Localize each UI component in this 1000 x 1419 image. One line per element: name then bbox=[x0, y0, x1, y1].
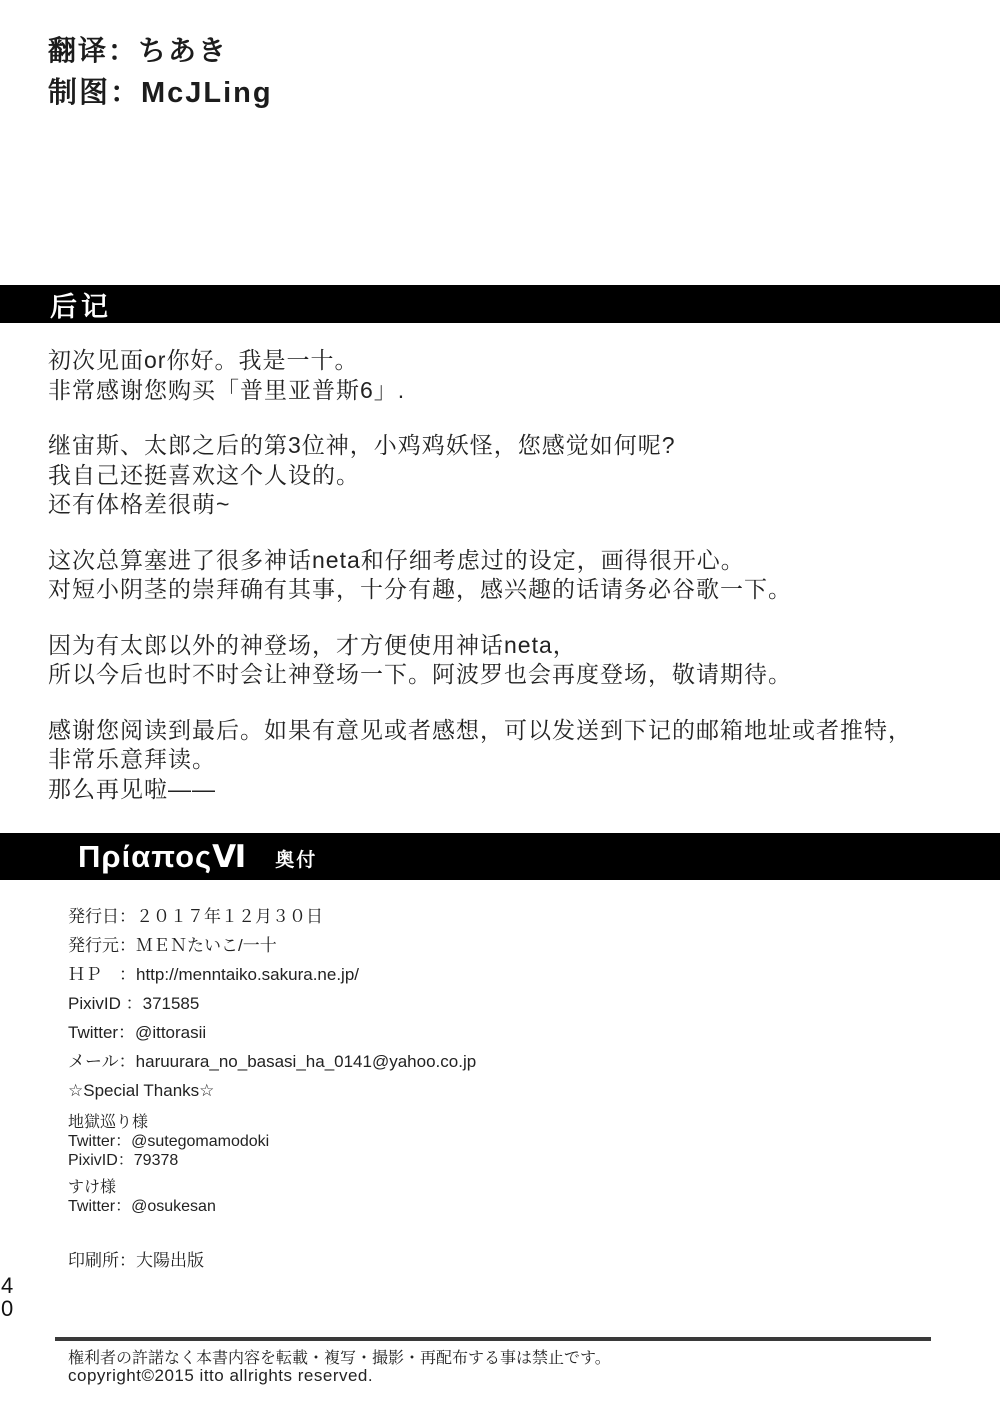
afterword-paragraph bbox=[48, 631, 912, 690]
special-thanks-group bbox=[68, 1113, 476, 1170]
thanks-detail-line: Twitter：@sutegomamodoki bbox=[68, 1133, 270, 1150]
translation-credit: 翻译：ちあき bbox=[48, 35, 229, 66]
afterword-paragraph bbox=[48, 346, 912, 405]
thanks-detail-line: Twitter：@osukesan bbox=[68, 1198, 216, 1215]
afterword-line: 所以今后也时不时会让神登场一下。阿波罗也会再度登场，敬请期待。 bbox=[48, 661, 792, 687]
afterword-line: 那么再见啦—— bbox=[48, 775, 216, 802]
colophon-info-line-twitter: Twitter：@ittorasii bbox=[68, 1023, 207, 1042]
reproduction-notice: 権利者の許諾なく本書内容を転載・複写・撮影・再配布する事は禁止です。 bbox=[68, 1350, 611, 1367]
afterword-line: 对短小阴茎的崇拜确有其事，十分有趣，感兴趣的话请务必谷歌一下。 bbox=[48, 576, 792, 602]
page-number-digit: 0 bbox=[1, 1296, 14, 1321]
colophon-info-line-pixiv-id: PixivID ：371585 bbox=[68, 994, 200, 1013]
afterword-header-bar bbox=[0, 285, 1000, 323]
typesetting-credit: 制图：McJLing bbox=[48, 77, 273, 109]
afterword-line: 因为有太郎以外的神登场，才方便使用神话neta， bbox=[48, 631, 577, 658]
printer-line: 印刷所：大陽出版 bbox=[68, 1251, 204, 1270]
afterword-paragraph bbox=[48, 716, 912, 805]
afterword-line: 非常乐意拜读。 bbox=[48, 746, 216, 772]
afterword-line: 我自己还挺喜欢这个人设的。 bbox=[48, 461, 360, 488]
colophon-title: ΠρίαποςⅥ bbox=[78, 838, 248, 874]
colophon-info-line-publisher: 発行元：ＭＥＮたいこ/一十 bbox=[68, 936, 277, 955]
afterword-line: 初次见面or你好。我是一十。 bbox=[48, 347, 359, 373]
afterword-line: 还有体格差很萌~ bbox=[48, 491, 231, 517]
credits-block bbox=[48, 30, 273, 114]
footer-divider bbox=[55, 1337, 931, 1341]
afterword-line: 非常感谢您购买「普里亚普斯6」. bbox=[48, 376, 406, 403]
colophon-info-line-homepage: ＨＰ ：http://menntaiko.sakura.ne.jp/ bbox=[68, 965, 360, 984]
colophon-subtitle: 奥付 bbox=[275, 850, 318, 871]
afterword-line: 继宙斯、太郎之后的第3位神，小鸡鸡妖怪，您感觉如何呢? bbox=[48, 432, 676, 458]
afterword-line: 感谢您阅读到最后。如果有意见或者感想，可以发送到下记的邮箱地址或者推特， bbox=[48, 716, 912, 743]
afterword-line: 这次总算塞进了很多神话neta和仔细考虑过的设定，画得很开心。 bbox=[48, 546, 745, 573]
thanks-detail-line: PixivID：79378 bbox=[68, 1152, 179, 1169]
thanks-name: すけ様 bbox=[68, 1179, 117, 1196]
colophon-header-bar bbox=[0, 833, 1000, 880]
afterword-paragraph bbox=[48, 431, 912, 520]
afterword-paragraph bbox=[48, 546, 912, 605]
special-thanks-group bbox=[68, 1178, 476, 1216]
copyright-line: copyright©2015 itto allrights reserved. bbox=[68, 1366, 374, 1385]
special-thanks-heading: ☆Special Thanks☆ bbox=[68, 1081, 215, 1100]
afterword-body bbox=[48, 346, 912, 830]
colophon-block bbox=[68, 902, 476, 1271]
page-number bbox=[1, 1274, 13, 1320]
thanks-name: 地獄巡り様 bbox=[68, 1114, 149, 1131]
page-number-digit: 4 bbox=[1, 1273, 14, 1298]
colophon-info-line-email: メール：haruurara_no_basasi_ha_0141@yahoo.co.jp bbox=[68, 1052, 477, 1071]
colophon-info-line-publish-date: 発行日：２０１７年１２月３０日 bbox=[68, 907, 323, 926]
afterword-header-label: 后记 bbox=[50, 291, 112, 322]
